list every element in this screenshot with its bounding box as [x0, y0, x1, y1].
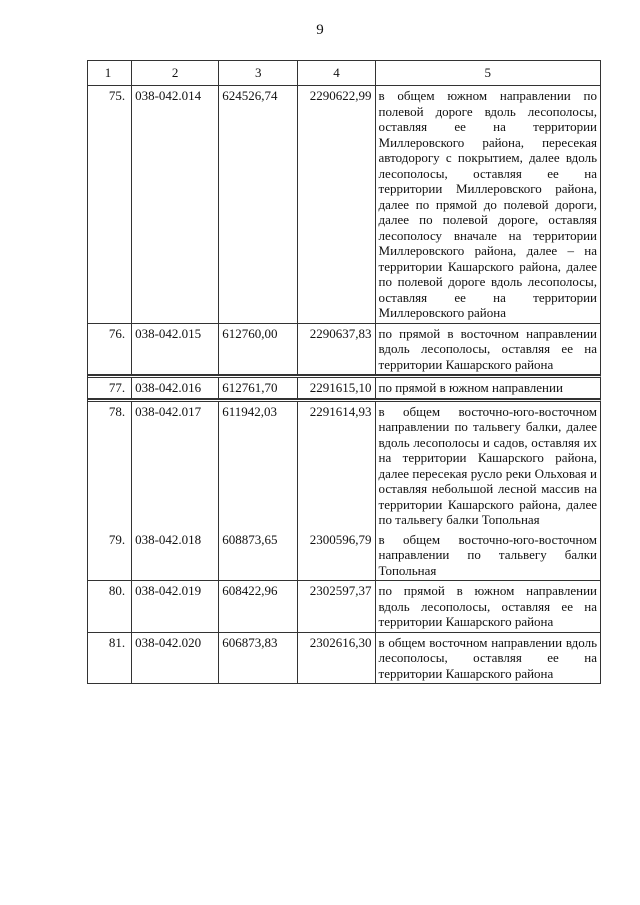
point-code: 038-042.016: [132, 378, 219, 399]
point-code: 038-042.015: [132, 324, 219, 376]
point-code: 038-042.017: [132, 402, 219, 530]
row-number: 79.: [88, 530, 132, 582]
coord-y: 2302597,37: [298, 581, 375, 633]
header-col-2: 2: [132, 61, 219, 86]
coord-x: 612761,70: [219, 378, 298, 399]
boundary-description: в общем восточно-юго-восточном направлении по тальвегу балки, далее вдоль лесополосы и садов, оставляя их на территории Кашарского района, далее пересекая русло реки Ольховая и оставляя небольшой лесной массив на территории Кашарского района, далее по тальвегу балки Топольная: [376, 402, 601, 530]
header-col-4: 4: [298, 61, 375, 86]
header-col-5: 5: [376, 61, 601, 86]
boundary-points-table: [87, 60, 601, 684]
table-header-row: [88, 61, 601, 86]
table-row: [88, 530, 601, 582]
boundary-description: по прямой в южном направлении: [376, 378, 601, 399]
coord-y: 2291614,93: [298, 402, 375, 530]
coord-x: 624526,74: [219, 86, 298, 324]
coord-x: 606873,83: [219, 633, 298, 685]
row-number: 78.: [88, 402, 132, 530]
point-code: 038-042.020: [132, 633, 219, 685]
point-code: 038-042.018: [132, 530, 219, 582]
coord-y: 2291615,10: [298, 378, 375, 399]
boundary-description: по прямой в южном направлении вдоль лесополосы, оставляя ее на территории Кашарского района: [376, 581, 601, 633]
table-row: [88, 633, 601, 685]
row-number: 76.: [88, 324, 132, 376]
page-number: 9: [316, 22, 324, 38]
table-row: [88, 402, 601, 530]
row-number: 75.: [88, 86, 132, 324]
boundary-description: в общем южном направлении по полевой дороге вдоль лесополосы, оставляя ее на территории Миллеровского района, пересекая автодорогу с покрытием, далее вдоль лесополосы, оставляя ее на территории Миллеровского района, далее по прямой до полевой дороги, далее по полевой дороге, оставляя лесополосу вначале на территории Миллеровского района, далее – на территории Кашарского района, далее по полевой дороге вдоль лесополосы, оставляя ее на территории Миллеровского района: [376, 86, 601, 324]
table-row: [88, 378, 601, 399]
header-col-3: 3: [219, 61, 298, 86]
row-number: 81.: [88, 633, 132, 685]
row-number: 77.: [88, 378, 132, 399]
coord-x: 608873,65: [219, 530, 298, 582]
coord-x: 611942,03: [219, 402, 298, 530]
point-code: 038-042.014: [132, 86, 219, 324]
coord-x: 612760,00: [219, 324, 298, 376]
point-code: 038-042.019: [132, 581, 219, 633]
table-row: [88, 86, 601, 324]
boundary-description: в общем восточном направлении вдоль лесополосы, оставляя ее на территории Кашарского района: [376, 633, 601, 685]
coord-x: 608422,96: [219, 581, 298, 633]
header-col-1: 1: [88, 61, 132, 86]
table-row: [88, 324, 601, 376]
boundary-description: в общем восточно-юго-восточном направлении по тальвегу балки Топольная: [376, 530, 601, 582]
table-row: [88, 581, 601, 633]
row-number: 80.: [88, 581, 132, 633]
coord-y: 2290637,83: [298, 324, 375, 376]
coord-y: 2300596,79: [298, 530, 375, 582]
coord-y: 2290622,99: [298, 86, 375, 324]
coord-y: 2302616,30: [298, 633, 375, 685]
boundary-description: по прямой в восточном направлении вдоль лесополосы, оставляя ее на территории Кашарского района: [376, 324, 601, 376]
